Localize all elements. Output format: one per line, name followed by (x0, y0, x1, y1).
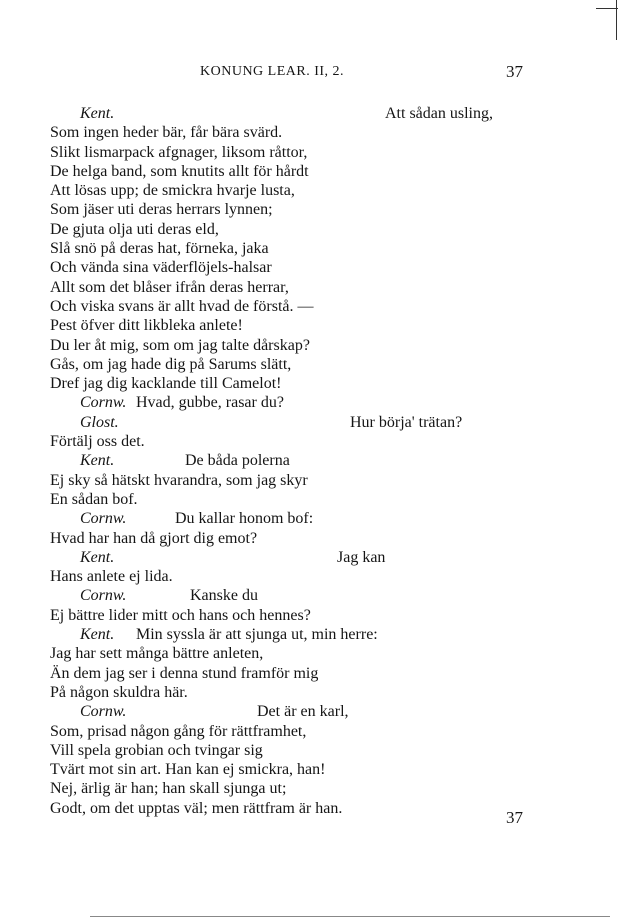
verse-line (0, 490, 624, 509)
verse-line-text: Ej sky så hätskt hvarandra, som jag skyr (50, 471, 308, 489)
verse-line-text: Tvärt mot sin art. Han kan ej smickra, han! (50, 761, 326, 779)
verse-line (0, 606, 624, 625)
speaker-name: Kent. (80, 452, 115, 470)
verse-line-text: Du ler åt mig, som om jag talte dårskap? (50, 336, 310, 354)
verse-line (0, 683, 624, 702)
verse-line (0, 162, 624, 181)
verse-line-text: Ej bättre lider mitt och hans och hennes? (50, 606, 311, 624)
verse-line-text: Hvad har han då gjort dig emot? (50, 529, 258, 547)
verse-line (0, 123, 624, 142)
verse-line (0, 355, 624, 374)
verse-line-text: Som jäser uti deras herrars lynnen; (50, 201, 273, 219)
verse-line (0, 316, 624, 335)
verse-line-text: Hvad, gubbe, rasar du? (136, 394, 284, 412)
verse-line (0, 509, 624, 528)
verse-line (0, 567, 624, 586)
verse-line-text: Det är en karl, (257, 703, 349, 721)
verse-line-text: Som, prisad någon gång för rättframhet, (50, 722, 307, 740)
speaker-name: Cornw. (80, 510, 127, 528)
speaker-name: Kent. (80, 626, 115, 644)
verse-line (0, 529, 624, 548)
verse-line-text: Slå snö på deras hat, förneka, jaka (50, 240, 269, 258)
verse-line (0, 104, 624, 123)
verse-line-text: Jag kan (337, 548, 386, 566)
verse-line-text: Vill spela grobian och tvingar sig (50, 741, 263, 759)
verse-line (0, 548, 624, 567)
verse-line-text: Att sådan usling, (385, 105, 493, 122)
verse-line (0, 644, 624, 663)
page-edge-top (596, 8, 618, 9)
verse-line-text: Slikt lismarpack afgnager, liksom råttor, (50, 143, 308, 161)
verse-line-text: Än dem jag ser i denna stund framför mig (50, 664, 319, 682)
page-edge-bottom (90, 916, 610, 917)
verse-line (0, 471, 624, 490)
speaker-name: Kent. (80, 105, 115, 122)
verse-line-text: De båda polerna (185, 452, 290, 470)
verse-text (0, 104, 624, 818)
header-page-number: 37 (506, 62, 523, 81)
speaker-name: Cornw. (80, 703, 127, 721)
verse-line-text: Hur börja' trätan? (350, 413, 463, 431)
verse-line-text: Godt, om det upptas väl; men rättfram är han. (50, 799, 343, 817)
running-header (0, 64, 624, 86)
verse-line-text: Du kallar honom bof: (175, 510, 314, 528)
verse-line-text: Nej, ärlig är han; han skall sjunga ut; (50, 780, 287, 798)
verse-line-text: Och vända sina väderflöjels-halsar (50, 259, 272, 277)
verse-line (0, 200, 624, 219)
verse-line-text: En sådan bof. (50, 490, 138, 508)
verse-line (0, 413, 624, 432)
verse-line (0, 181, 624, 200)
verse-line-text: Kanske du (190, 587, 258, 605)
verse-line (0, 586, 624, 605)
verse-line (0, 336, 624, 355)
verse-line (0, 741, 624, 760)
verse-line-text: Att lösas upp; de smickra hvarje lusta, (50, 182, 295, 200)
verse-line-text: Och viska svans är allt hvad de förstå. — (50, 297, 314, 315)
verse-line (0, 702, 624, 721)
verse-line (0, 239, 624, 258)
speaker-name: Glost. (80, 413, 119, 431)
verse-line-text: De gjuta olja uti deras eld, (50, 220, 219, 238)
verse-line (0, 220, 624, 239)
verse-line (0, 799, 624, 818)
verse-line (0, 722, 624, 741)
verse-line (0, 258, 624, 277)
verse-line (0, 451, 624, 470)
verse-line (0, 297, 624, 316)
verse-line-text: Jag har sett många bättre anleten, (50, 645, 264, 663)
verse-line (0, 779, 624, 798)
page-edge-right (616, 0, 617, 40)
verse-line (0, 393, 624, 412)
verse-line (0, 625, 624, 644)
speaker-name: Kent. (80, 548, 115, 566)
verse-line-text: Dref jag dig kacklande till Camelot! (50, 375, 282, 393)
verse-line (0, 278, 624, 297)
header-title: KONUNG LEAR. II, 2. (200, 64, 345, 79)
verse-line (0, 664, 624, 683)
footer-page-number: 37 (506, 808, 523, 827)
verse-line-text: Min syssla är att sjunga ut, min herre: (136, 626, 378, 644)
verse-line-text: Som ingen heder bär, får bära svärd. (50, 124, 283, 142)
verse-line-text: På någon skuldra här. (50, 683, 188, 701)
verse-line-text: De helga band, som knutits allt för hårdt (50, 162, 309, 180)
verse-line (0, 143, 624, 162)
verse-line-text: Förtälj oss det. (50, 433, 145, 451)
verse-line-text: Gås, om jag hade dig på Sarums slätt, (50, 355, 292, 373)
speaker-name: Cornw. (80, 394, 127, 412)
verse-line-text: Hans anlete ej lida. (50, 568, 173, 586)
verse-line (0, 374, 624, 393)
verse-line-text: Allt som det blåser ifrån deras herrar, (50, 278, 289, 296)
speaker-name: Cornw. (80, 587, 127, 605)
verse-line (0, 760, 624, 779)
verse-line (0, 432, 624, 451)
verse-line-text: Pest öfver ditt likbleka anlete! (50, 317, 243, 335)
